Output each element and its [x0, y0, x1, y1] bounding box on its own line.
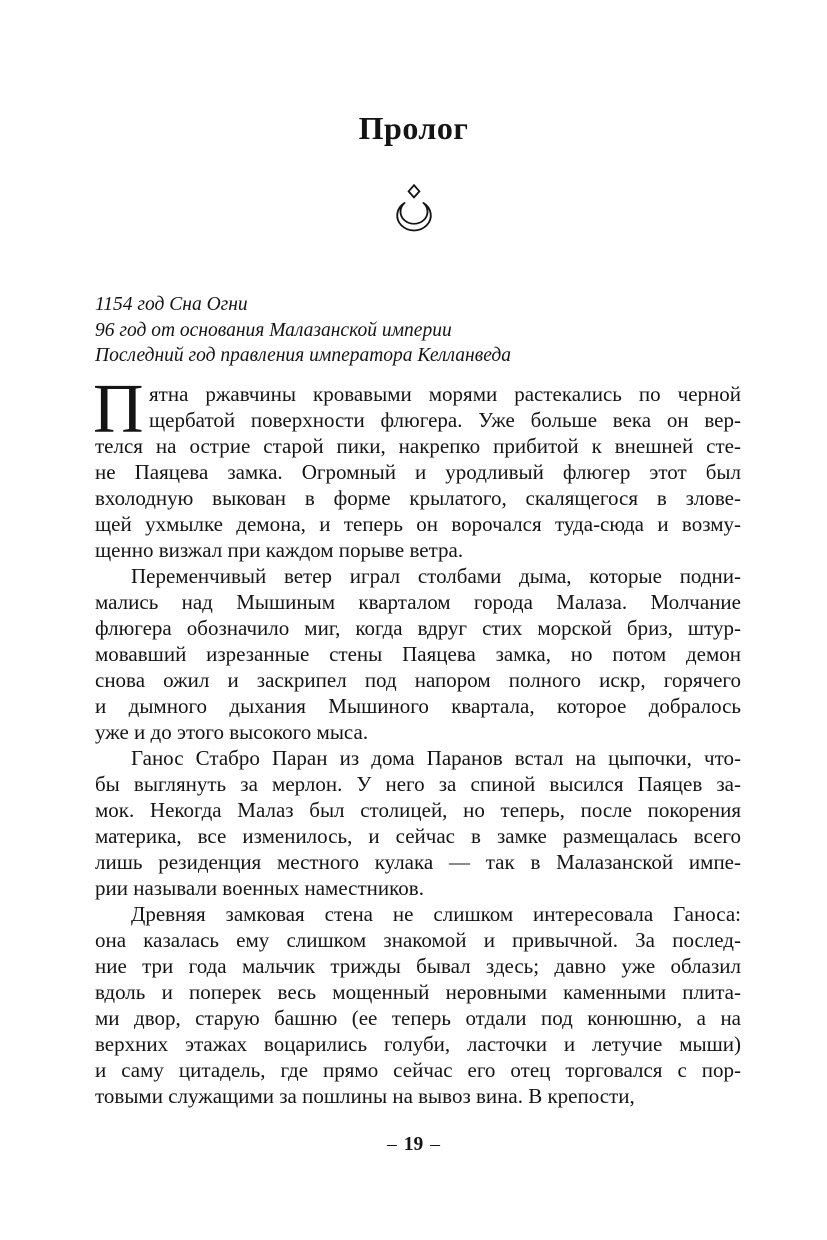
body-line: ятна ржавчины кровавыми морями растекались по черной [149, 382, 741, 406]
body-line: вдоль и поперек весь мощенный неровными каменными плита- [95, 980, 741, 1004]
page-number-dash-left: – [387, 1134, 397, 1155]
body-line: щербатой поверхности флюгера. Уже больше века он вер- [149, 408, 741, 432]
epigraph-line: Последний год правления императора Келланведа [95, 345, 511, 366]
body-text [93, 371, 741, 1109]
body-line: ние три года мальчик трижды бывал здесь; давно уже облазил [95, 954, 741, 978]
body-line: щей ухмылке демона, и теперь он ворочался туда-сюда и возму- [95, 512, 741, 536]
drop-cap: П [93, 371, 144, 448]
body-line: вхолодную выкован в форме крылатого, скалящегося в злове- [95, 486, 741, 510]
body-line: Переменчивый ветер играл столбами дыма, которые подни- [131, 564, 741, 588]
body-line: лишь резиденция местного кулака — так в Малазанской импе- [95, 850, 741, 874]
body-line: мались над Мышиным кварталом города Малаза. Молчание [95, 590, 741, 614]
paragraph [95, 745, 741, 901]
chapter-title: Пролог [358, 110, 469, 146]
paragraph [95, 901, 741, 1109]
body-line: мовавший изрезанные стены Паяцева замка, но потом демон [95, 642, 741, 666]
body-line: снова ожил и заскрипел под напором полного искр, горячего [95, 668, 741, 692]
body-line: она казалась ему слишком знакомой и привычной. За послед- [95, 928, 741, 952]
crescent-moon-with-diamond-icon [386, 181, 442, 233]
body-line: материка, все изменилось, и сейчас в замке размещалась всего [95, 824, 741, 848]
body-line: Древняя замковая стена не слишком интересовала Ганоса: [131, 902, 741, 926]
body-line: Ганос Стабро Паран из дома Паранов встал на цыпочки, что- [131, 746, 741, 770]
body-line: не Паяцева замка. Огромный и уродливый флюгер этот был [95, 460, 741, 484]
chapter-ornament [0, 181, 827, 233]
body-line: бы выглянуть за мерлон. У него за спиной высился Паяцев за- [95, 772, 741, 796]
epigraph-line: 96 год от основания Малазанской империи [95, 319, 452, 341]
paragraph [93, 371, 741, 563]
body-line: рии называли военных наместников. [95, 876, 424, 900]
body-line: флюгера обозначило миг, когда вдруг стих морской бриз, штур- [95, 616, 741, 640]
body-line: уже и до этого высокого мыса. [95, 720, 369, 744]
epigraph-line: 1154 год Сна Огни [95, 294, 248, 315]
page-number-dash-right: – [430, 1134, 440, 1155]
body-line: товыми служащими за пошлины на вывоз вина. В крепости, [95, 1084, 635, 1108]
page-number-value: 19 [403, 1134, 424, 1155]
paragraph [95, 563, 741, 745]
body-line: верхних этажах воцарились голуби, ласточки и летучие мыши) [95, 1032, 741, 1056]
body-line: и дымного дыхания Мышиного квартала, которое добралось [95, 694, 741, 718]
body-line: и саму цитадель, где прямо сейчас его отец торговался с пор- [95, 1058, 741, 1082]
page-number [0, 1134, 827, 1156]
body-line: мок. Некогда Малаз был столицей, но теперь, после покорения [95, 798, 741, 822]
body-line: ми двор, старую башню (ее теперь отдали под конюшню, а на [95, 1006, 741, 1030]
body-line: телся на острие старой пики, накрепко прибитой к внешней сте- [95, 434, 741, 458]
epigraph [95, 292, 741, 369]
body-line: щенно визжал при каждом порыве ветра. [95, 538, 464, 562]
